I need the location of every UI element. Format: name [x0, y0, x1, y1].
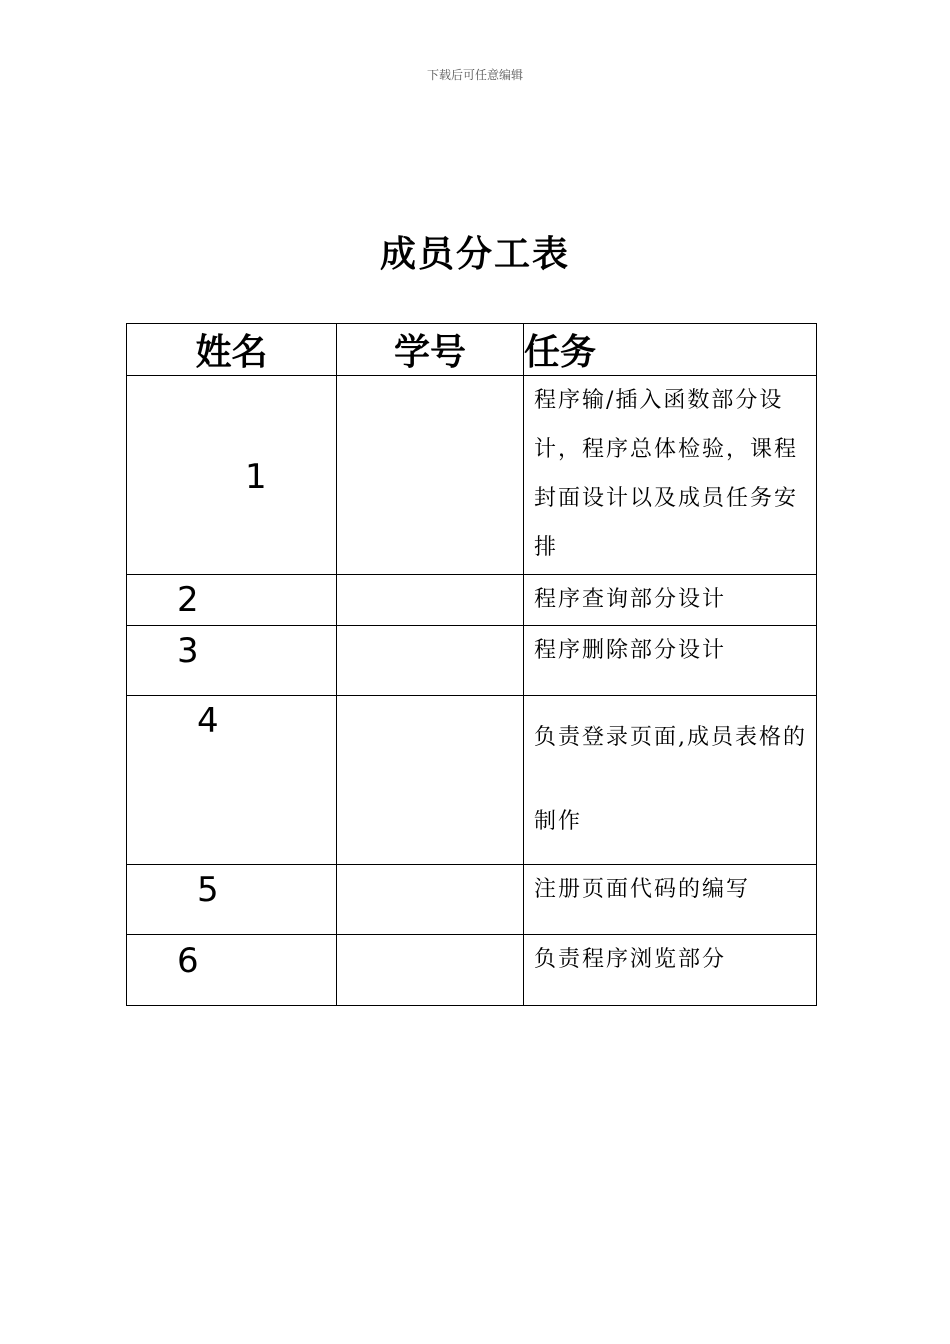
member-name: 1 — [245, 457, 267, 497]
table-row — [127, 376, 817, 575]
member-name: 3 — [177, 631, 199, 671]
member-name: 4 — [197, 701, 219, 741]
table-row — [127, 696, 817, 865]
task-text: 负责登录页面,成员表格的制作 — [534, 725, 807, 834]
table-header-row — [127, 324, 817, 376]
table-row — [127, 865, 817, 935]
task-text: 注册页面代码的编写 — [534, 877, 751, 902]
task-cell — [524, 935, 817, 1006]
task-text: 程序输/插入函数部分设计，程序总体检验，课程封面设计以及成员任务安排 — [534, 388, 799, 560]
member-name: 6 — [177, 941, 199, 981]
header-student-id: 学号 — [337, 324, 524, 376]
task-text: 程序删除部分设计 — [534, 638, 727, 663]
header-task: 任务 — [524, 324, 817, 376]
table-row — [127, 935, 817, 1006]
page-title: 成员分工表 — [379, 233, 570, 275]
student-id-cell — [337, 865, 524, 935]
task-cell — [524, 376, 817, 575]
name-cell — [127, 376, 337, 575]
name-cell — [127, 865, 337, 935]
student-id-cell — [337, 575, 524, 626]
name-cell — [127, 935, 337, 1006]
table-row — [127, 575, 817, 626]
table-row — [127, 626, 817, 696]
task-cell — [524, 696, 817, 865]
header-name: 姓名 — [127, 324, 337, 376]
student-id-cell — [337, 376, 524, 575]
name-cell — [127, 696, 337, 865]
task-cell — [524, 626, 817, 696]
task-cell — [524, 575, 817, 626]
header-note: 下载后可任意编辑 — [426, 68, 523, 82]
task-text: 程序查询部分设计 — [534, 587, 727, 612]
member-name: 2 — [177, 580, 199, 620]
member-task-table — [126, 323, 817, 1006]
name-cell — [127, 626, 337, 696]
member-name: 5 — [197, 870, 219, 910]
name-cell — [127, 575, 337, 626]
student-id-cell — [337, 696, 524, 865]
student-id-cell — [337, 626, 524, 696]
task-text: 负责程序浏览部分 — [534, 947, 727, 972]
task-cell — [524, 865, 817, 935]
student-id-cell — [337, 935, 524, 1006]
